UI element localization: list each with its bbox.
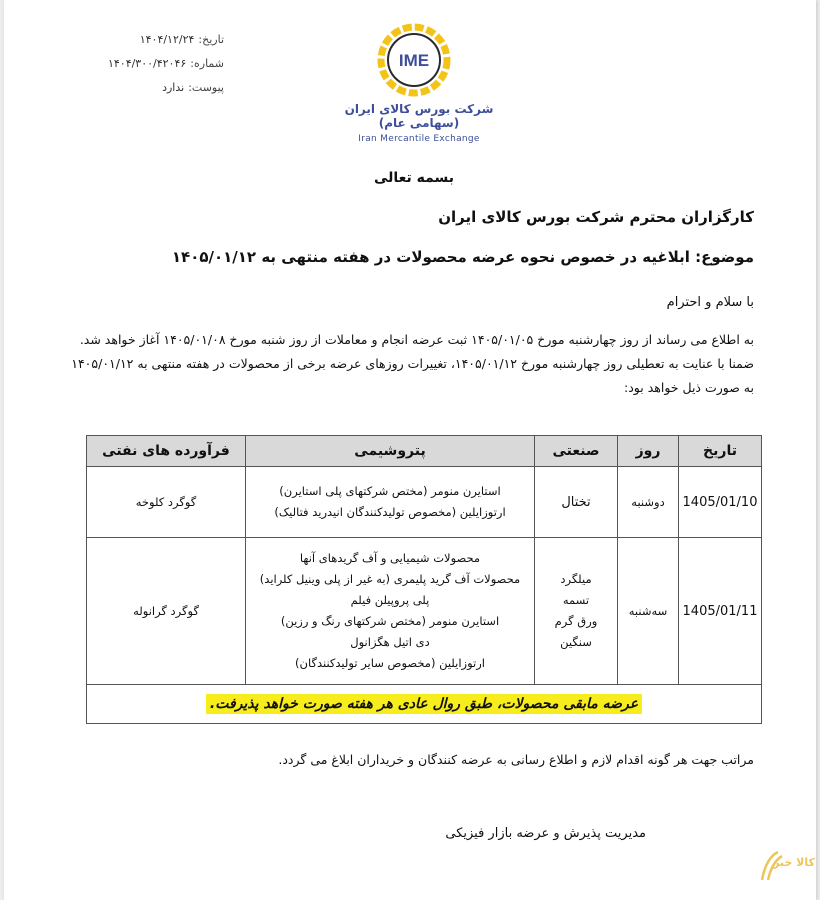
date-row xyxy=(84,28,224,52)
body-paragraph xyxy=(54,328,754,400)
row-industrial xyxy=(535,467,618,538)
industrial-item: ورق گرم xyxy=(554,614,598,628)
table-row xyxy=(87,467,762,538)
bismillah-heading: بسمه تعالی xyxy=(373,170,455,186)
ime-logo xyxy=(376,22,452,98)
row-date: 1405/01/11 xyxy=(679,538,762,685)
date-value: ۱۴۰۴/۱۲/۲۴ xyxy=(139,33,195,46)
offering-schedule-table xyxy=(86,435,762,724)
industrial-item: سنگین xyxy=(560,635,592,649)
row-date: 1405/01/10 xyxy=(679,467,762,538)
table-footnote-row xyxy=(87,685,762,724)
petrochemical-item: محصولات شیمیایی و آف گریدهای آنها xyxy=(299,551,481,565)
header-oil-products: فرآورده های نفتی xyxy=(87,436,246,467)
petrochemical-item: استایرن منومر (مختص شرکتهای رنگ و رزین) xyxy=(280,614,500,628)
industrial-item: میلگرد xyxy=(560,572,592,586)
petrochemical-item: ارتوزایلین (مخصوص تولیدکنندگان انیدرید فتالیک) xyxy=(274,505,506,519)
greeting-line: با سلام و احترام xyxy=(666,295,754,310)
header-petrochemical: پتروشیمی xyxy=(246,436,535,467)
row-oil-products: گوگرد کلوخه xyxy=(87,467,246,538)
number-value: ۱۴۰۴/۳۰۰/۴۲۰۴۶ xyxy=(107,57,187,70)
petrochemical-item: محصولات آف گرید پلیمری (به غیر از پلی وینیل کلراید) xyxy=(259,572,521,586)
company-name-en: Iran Mercantile Exchange xyxy=(358,134,480,144)
letter-page xyxy=(4,0,816,900)
subject-line: موضوع: ابلاغیه در خصوص نحوه عرضه محصولات در هفته منتهی به ۱۴۰۵/۰۱/۱۲ xyxy=(171,248,754,266)
row-day: دوشنبه xyxy=(618,467,679,538)
attachment-label: پیوست: xyxy=(188,81,224,94)
kalakhabar-watermark-logo xyxy=(756,846,816,886)
industrial-item: تسمه xyxy=(562,593,590,607)
table-header-row xyxy=(87,436,762,467)
number-label: شماره: xyxy=(190,57,224,70)
logo-text: IME xyxy=(398,51,430,70)
recipient-line: کارگزاران محترم شرکت بورس کالای ایران xyxy=(438,208,754,226)
header-day: روز xyxy=(618,436,679,467)
row-oil-products: گوگرد گرانوله xyxy=(87,538,246,685)
company-name-fa: شرکت بورس کالای ایران (سهامی عام) xyxy=(344,102,494,130)
body-line-1: به اطلاع می رساند از روز چهارشنبه مورخ ۱۴۰۵/۰۱/۰۵ ثبت عرضه انجام و معاملات از روز شنبه مورخ ۱۴۰۵/۰۱/۰۸ آغاز خواهد شد. xyxy=(79,332,754,347)
body-line-2: ضمنا با عنایت به تعطیلی روز چهارشنبه مورخ ۱۴۰۵/۰۱/۱۲، تغییرات روزهای عرضه برخی از محصولات در هفته منتهی به ۱۴۰۵/۰۱/۱۲ xyxy=(71,356,754,371)
table-footnote: عرضه مابقی محصولات، طبق روال عادی هر هفته صورت خواهد پذیرفت. xyxy=(206,694,642,714)
closing-line: مراتب جهت هر گونه اقدام لازم و اطلاع رسانی به عرضه کنندگان و خریداران ابلاغ می گردد. xyxy=(278,752,754,767)
petrochemical-item: دی اتیل هگزانول xyxy=(350,635,430,649)
date-label: تاریخ: xyxy=(198,33,224,46)
row-industrial xyxy=(535,538,618,685)
industrial-item: تختال xyxy=(561,494,591,510)
petrochemical-item: پلی پروپیلن فیلم xyxy=(350,593,430,607)
petrochemical-item: ارتوزایلین (مخصوص سایر تولیدکنندگان) xyxy=(295,656,485,670)
signature-line: مدیریت پذیرش و عرضه بازار فیزیکی xyxy=(445,826,646,841)
number-row xyxy=(84,52,224,76)
header-industrial: صنعتی xyxy=(535,436,618,467)
table-row xyxy=(87,538,762,685)
attachment-value: ندارد xyxy=(162,81,185,94)
row-petrochemical xyxy=(246,467,535,538)
company-name xyxy=(334,102,504,144)
body-line-3: به صورت ذیل خواهد بود: xyxy=(624,380,754,395)
row-petrochemical xyxy=(246,538,535,685)
petrochemical-item: استایرن منومر (مختص شرکتهای پلی استایرن) xyxy=(279,484,501,498)
row-day: سه‌شنبه xyxy=(618,538,679,685)
header-date: تاریخ xyxy=(679,436,762,467)
letter-meta xyxy=(84,28,224,100)
watermark-text: کالا خبر xyxy=(773,856,815,869)
table-footnote-cell xyxy=(87,685,762,724)
attachment-row xyxy=(84,76,224,100)
